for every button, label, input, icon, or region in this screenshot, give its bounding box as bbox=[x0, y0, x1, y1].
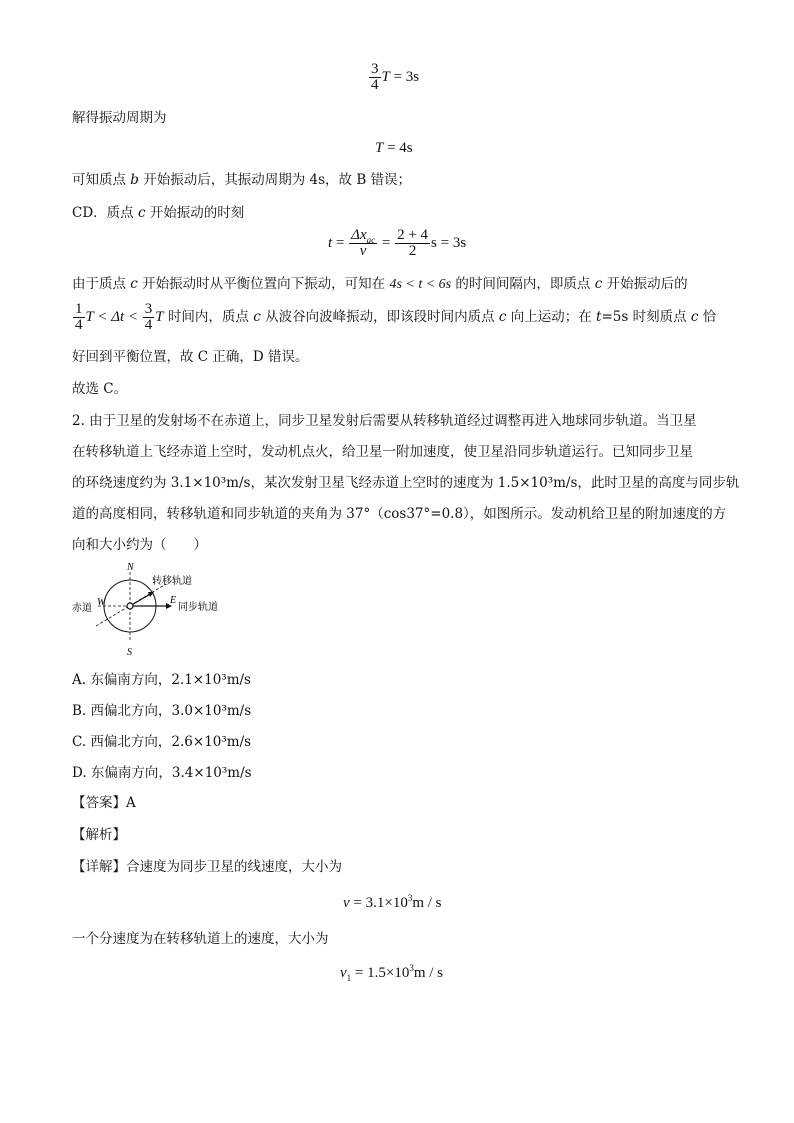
question-2-line-2: 在转移轨道上飞经赤道上空时，发动机点火，给卫星一附加速度，使卫星沿同步轨道运行。已知同步卫星 bbox=[72, 444, 693, 460]
paragraph-conclusion: 好回到平衡位置，故 C 正确，D 错误。 bbox=[72, 349, 309, 365]
paragraph-component-velocity: 一个分速度为在转移轨道上的速度，大小为 bbox=[72, 931, 329, 947]
question-2-line-1: 2. 由于卫星的发射场不在赤道上，同步卫星发射后需要从转移轨道经过调整再进入地球同步轨道。当卫星 bbox=[72, 413, 697, 429]
label-west: W bbox=[97, 597, 106, 608]
question-2-line-5: 向和大小约为（ ） bbox=[72, 537, 207, 553]
label-equator: 赤道 bbox=[72, 603, 92, 614]
label-sync-orbit: 同步轨道 bbox=[178, 602, 218, 613]
transfer-arrow bbox=[130, 593, 152, 606]
question-2-line-3: 的环绕速度约为 3.1×10³m/s，某次发射卫星飞经赤道上空时的速度为 1.5×10³m/s，此时卫星的高度与同步轨 bbox=[72, 475, 740, 491]
label-north: N bbox=[127, 562, 134, 573]
question-2-line-4: 道的高度相同，转移轨道和同步轨道的夹角为 37°（cos37°=0.8），如图所示。发动机给卫星的附加速度的方 bbox=[72, 506, 727, 522]
paragraph-choice: 故选 C。 bbox=[72, 381, 128, 397]
label-transfer-orbit: 转移轨道 bbox=[152, 576, 192, 587]
paragraph-c-interval: $\frac{1}{4}$ T < Δt < $\frac{3}{4}$ T 时间内，质点 c 从波谷向波峰振动，即该段时间内质点 c 向上运动；在 t=5s 时刻质点 c 恰 bbox=[75, 301, 717, 333]
option-b: B. 西偏北方向，3.0×10³m/s bbox=[72, 703, 252, 719]
option-a: A. 东偏南方向，2.1×10³m/s bbox=[72, 672, 251, 688]
equation-period: T = 4s bbox=[375, 140, 413, 156]
analysis-label: 【解析】 bbox=[72, 827, 126, 843]
equation-sync-velocity: $v = 3.1\times 10^3m / s$ bbox=[343, 893, 442, 911]
equation-transfer-velocity: $v_1 = 1.5\times 10^3m / s$ bbox=[340, 963, 444, 983]
label-east: E bbox=[170, 595, 177, 606]
equation-time-c: t = $\frac{\Delta x_{ac}}{v}$ = $\frac{2 + 4}{2}$ s = 3s bbox=[328, 227, 467, 259]
equation-three-quarter-period: $\frac{3}{4}$ T = 3s bbox=[371, 61, 420, 93]
detail-paragraph: 【详解】合速度为同步卫星的线速度，大小为 bbox=[72, 859, 342, 875]
paragraph-point-b: 可知质点 b 开始振动后，其振动周期为 4s，故 B 错误； bbox=[72, 172, 412, 188]
paragraph-c-direction: 由于质点 c 开始振动时从平衡位置向下振动，可知在 4s < t < 6s 的时间间隔内，即质点 c 开始振动后的 bbox=[72, 276, 688, 292]
paragraph-solve-period: 解得振动周期为 bbox=[72, 110, 167, 126]
paragraph-cd: CD．质点 c 开始振动的时刻 bbox=[72, 205, 245, 221]
answer-label: 【答案】A bbox=[72, 795, 136, 811]
option-c: C. 西偏北方向，2.6×10³m/s bbox=[72, 734, 252, 750]
satellite-dot bbox=[127, 603, 133, 609]
orbit-diagram bbox=[70, 562, 240, 658]
label-south: S bbox=[127, 647, 132, 658]
option-d: D. 东偏南方向，3.4×10³m/s bbox=[72, 765, 252, 781]
